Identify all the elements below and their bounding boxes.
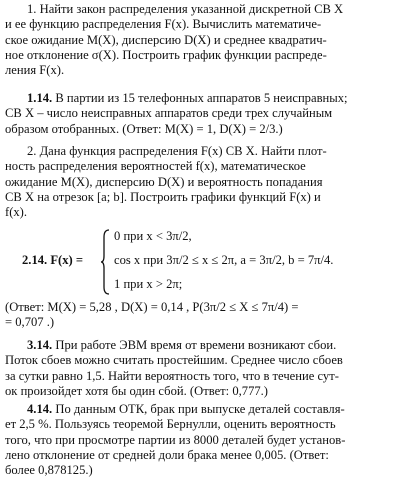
problem-line: ет 2,5 %. Пользуясь теоремой Бернулли, оценить вероятность [5, 417, 336, 432]
task-2-line: 2. Дана функция распределения F(x) СВ X. Найти плот- [27, 144, 327, 158]
case-row-2: cos x при 3π/2 ≤ x ≤ 2π, a = 3π/2, b = 7π/4. [114, 253, 334, 267]
problem-line: ок произойдет хотя бы один сбой. (Ответ: 0,777.) [5, 383, 269, 398]
task-1-line: ское ожидание M(X), дисперсию D(X) и среднее квадратич- [5, 32, 327, 47]
problem-number: 1.14. [27, 91, 53, 105]
task-1-line: и ее функцию распределения F(x). Вычислить математиче- [5, 17, 322, 32]
task-1-statement [5, 2, 395, 78]
task-2-statement [5, 144, 395, 220]
problem-number: 4.14. [27, 402, 53, 416]
task-2-line: ожидание M(X), дисперсию D(X) и вероятность попадания [5, 174, 323, 189]
piecewise-function [0, 227, 400, 299]
task-1-line: ное отклонение σ(X). Построить график функции распреде- [5, 47, 327, 62]
task-1-line: 1. Найти закон распределения указанной дискретной СВ X [27, 2, 344, 16]
task-2-line: ность распределения вероятностей f(x), математическое [5, 159, 306, 174]
problem-line: того, что при просмотре партии из 8000 деталей будет установ- [5, 432, 346, 447]
problem-line: образом отобранных. (Ответ: M(X) = 1, D(X) = 2/3.) [5, 121, 283, 136]
problem-line: СВ X – число неисправных аппаратов среди трех случайным [5, 106, 333, 121]
answer-line: = 0,707 .) [5, 315, 55, 330]
answer-line: (Ответ: M(X) = 5,28 , D(X) = 0,14 , P(3π/2 ≤ X ≤ 7π/4) = [5, 300, 299, 314]
problem-line: более 0,878125.) [5, 463, 93, 478]
case-row-3: 1 при x > 2π; [114, 277, 183, 291]
problem-1-14: 1.14. В партии из 15 телефонных аппаратов 5 неисправных; СВ X – число неисправных аппаратов среди трех случайным образом отобранных. (Ответ: M(X) = 1, D(X) = 2/3.) [5, 91, 395, 137]
task-2-line: f(x). [5, 205, 28, 220]
left-brace-icon [100, 229, 110, 295]
problem-line: лено отклонение от средней доли брака менее 0,005. (Ответ: [5, 447, 329, 462]
problem-line: Поток сбоев можно считать простейшим. Среднее число сбоев [5, 353, 343, 368]
problem-number: 3.14. [27, 338, 53, 352]
problem-3-14: 3.14. При работе ЭВМ время от времени возникают сбои. Поток сбоев можно считать простейшим. Среднее число сбоев за сутки равно 1,5. Найти вероятность того, что в течение сут- ок произойдет хотя бы один сбой. (Ответ: 0,777.) [5, 338, 395, 399]
problem-2-14-answer [5, 300, 395, 331]
task-2-line: СВ X на отрезок [a; b]. Построить графики функций F(x) и [5, 189, 321, 204]
case-row-1: 0 при x < 3π/2, [114, 229, 192, 243]
problem-2-14-lhs: 2.14. F(x) = [22, 253, 84, 267]
problem-4-14: 4.14. По данным ОТК, брак при выпуске деталей составля- ет 2,5 %. Пользуясь теоремой Бернулли, оценить вероятность того, что при просмотре партии из 8000 деталей будет установ- лено отклонение от средней доли брака менее 0,005. (Ответ: более 0,878125.) [5, 402, 395, 478]
problem-line: за сутки равно 1,5. Найти вероятность того, что в течение сут- [5, 368, 339, 383]
task-1-line: ления F(x). [5, 63, 65, 78]
